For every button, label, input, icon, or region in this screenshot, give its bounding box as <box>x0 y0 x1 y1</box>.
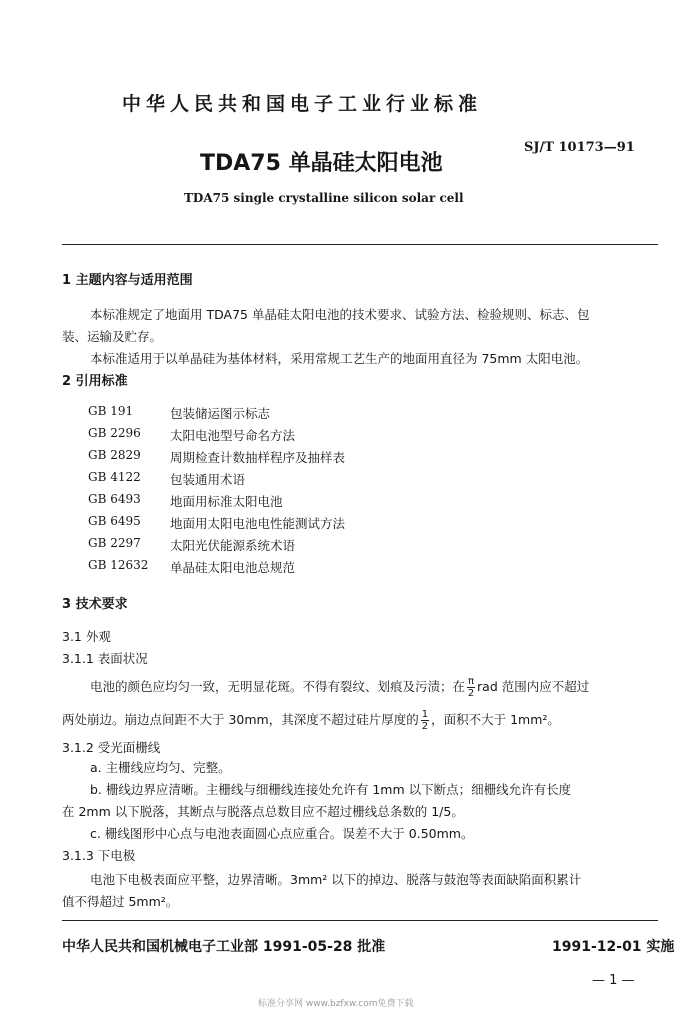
surface-condition-text: rad 范围内应不超过 <box>477 679 590 694</box>
fraction-numerator: 1 <box>421 709 429 720</box>
subsection-3-1-2-heading: 3.1.2 受光面栅线 <box>62 740 161 755</box>
fraction-one-half <box>421 709 429 732</box>
surface-condition-line-1 <box>90 676 589 699</box>
subsection-3-1-3-heading: 3.1.3 下电极 <box>62 848 136 863</box>
section-1-paragraph-2: 本标准适用于以单晶硅为基体材料，采用常规工艺生产的地面用直径为 75mm 太阳电池。 <box>90 351 589 366</box>
grid-line-item-c: c. 栅线图形中心点与电池表面圆心点应重合。误差不大于 0.50mm。 <box>90 826 474 841</box>
reference-code: GB 4122 <box>88 470 141 484</box>
bottom-electrode-line-2: 值不得超过 5mm²。 <box>62 894 179 909</box>
reference-code: GB 6493 <box>88 492 141 506</box>
fraction-pi-over-2 <box>467 676 475 699</box>
footer-divider <box>62 920 658 921</box>
section-1-paragraph-1-line-2: 装、运输及贮存。 <box>62 329 163 344</box>
fraction-denominator: 2 <box>421 721 429 732</box>
reference-title: 地面用标准太阳电池 <box>170 494 283 509</box>
reference-code: GB 191 <box>88 404 134 418</box>
page-number: — 1 — <box>592 973 635 988</box>
reference-code: GB 2829 <box>88 448 141 462</box>
approval-statement: 中华人民共和国机械电子工业部 1991-05-28 批准 <box>62 939 386 955</box>
reference-title: 包装储运图示标志 <box>170 406 271 421</box>
bottom-electrode-line-1: 电池下电极表面应平整，边界清晰。3mm² 以下的掉边、脱落与鼓泡等表面缺陷面积累计 <box>90 872 582 887</box>
reference-code: GB 2297 <box>88 536 141 550</box>
surface-condition-line-2 <box>62 709 560 732</box>
reference-title: 单晶硅太阳电池总规范 <box>170 560 296 575</box>
grid-line-item-a: a. 主栅线应均匀、完整。 <box>90 760 231 775</box>
reference-title: 太阳光伏能源系统术语 <box>170 538 296 553</box>
surface-condition-text: 电池的颜色应均匀一致，无明显花斑。不得有裂纹、划痕及污渍；在 <box>90 679 466 694</box>
watermark: 标准分享网 www.bzfxw.com免费下载 <box>258 999 414 1009</box>
header-divider <box>62 244 658 245</box>
fraction-numerator: π <box>468 676 475 687</box>
section-2-heading: 2 引用标准 <box>62 374 128 389</box>
reference-code: GB 2296 <box>88 426 141 440</box>
document-title-english: TDA75 single crystalline silicon solar cell <box>184 191 464 205</box>
reference-title: 太阳电池型号命名方法 <box>170 428 296 443</box>
implementation-date: 1991-12-01 实施 <box>552 939 675 955</box>
subsection-3-1-1-heading: 3.1.1 表面状况 <box>62 651 148 666</box>
reference-title: 周期检查计数抽样程序及抽样表 <box>170 450 346 465</box>
grid-line-item-b-line-1: b. 栅线边界应清晰。主栅线与细栅线连接处允许有 1mm 以下断点；细栅线允许有长度 <box>90 782 572 797</box>
reference-code: GB 6495 <box>88 514 141 528</box>
subsection-3-1-heading: 3.1 外观 <box>62 629 111 644</box>
section-3-heading: 3 技术要求 <box>62 597 128 612</box>
section-1-paragraph-1-line-1: 本标准规定了地面用 TDA75 单晶硅太阳电池的技术要求、试验方法、检验规则、标志、包 <box>90 307 590 322</box>
fraction-denominator: 2 <box>467 688 475 699</box>
reference-title: 地面用太阳电池电性能测试方法 <box>170 516 346 531</box>
issuing-organization: 中华人民共和国电子工业行业标准 <box>122 93 483 115</box>
surface-condition-text: ，面积不大于 1mm²。 <box>431 712 560 727</box>
document-title: TDA75 单晶硅太阳电池 <box>200 151 443 176</box>
standard-code: SJ/T 10173—91 <box>524 140 635 155</box>
section-1-heading: 1 主题内容与适用范围 <box>62 273 193 288</box>
grid-line-item-b-line-2: 在 2mm 以下脱落，其断点与脱落点总数目应不超过栅线总条数的 1/5。 <box>62 804 464 819</box>
reference-code: GB 12632 <box>88 558 149 572</box>
reference-title: 包装通用术语 <box>170 472 246 487</box>
surface-condition-text: 两处崩边。崩边点间距不大于 30mm，其深度不超过硅片厚度的 <box>62 712 419 727</box>
